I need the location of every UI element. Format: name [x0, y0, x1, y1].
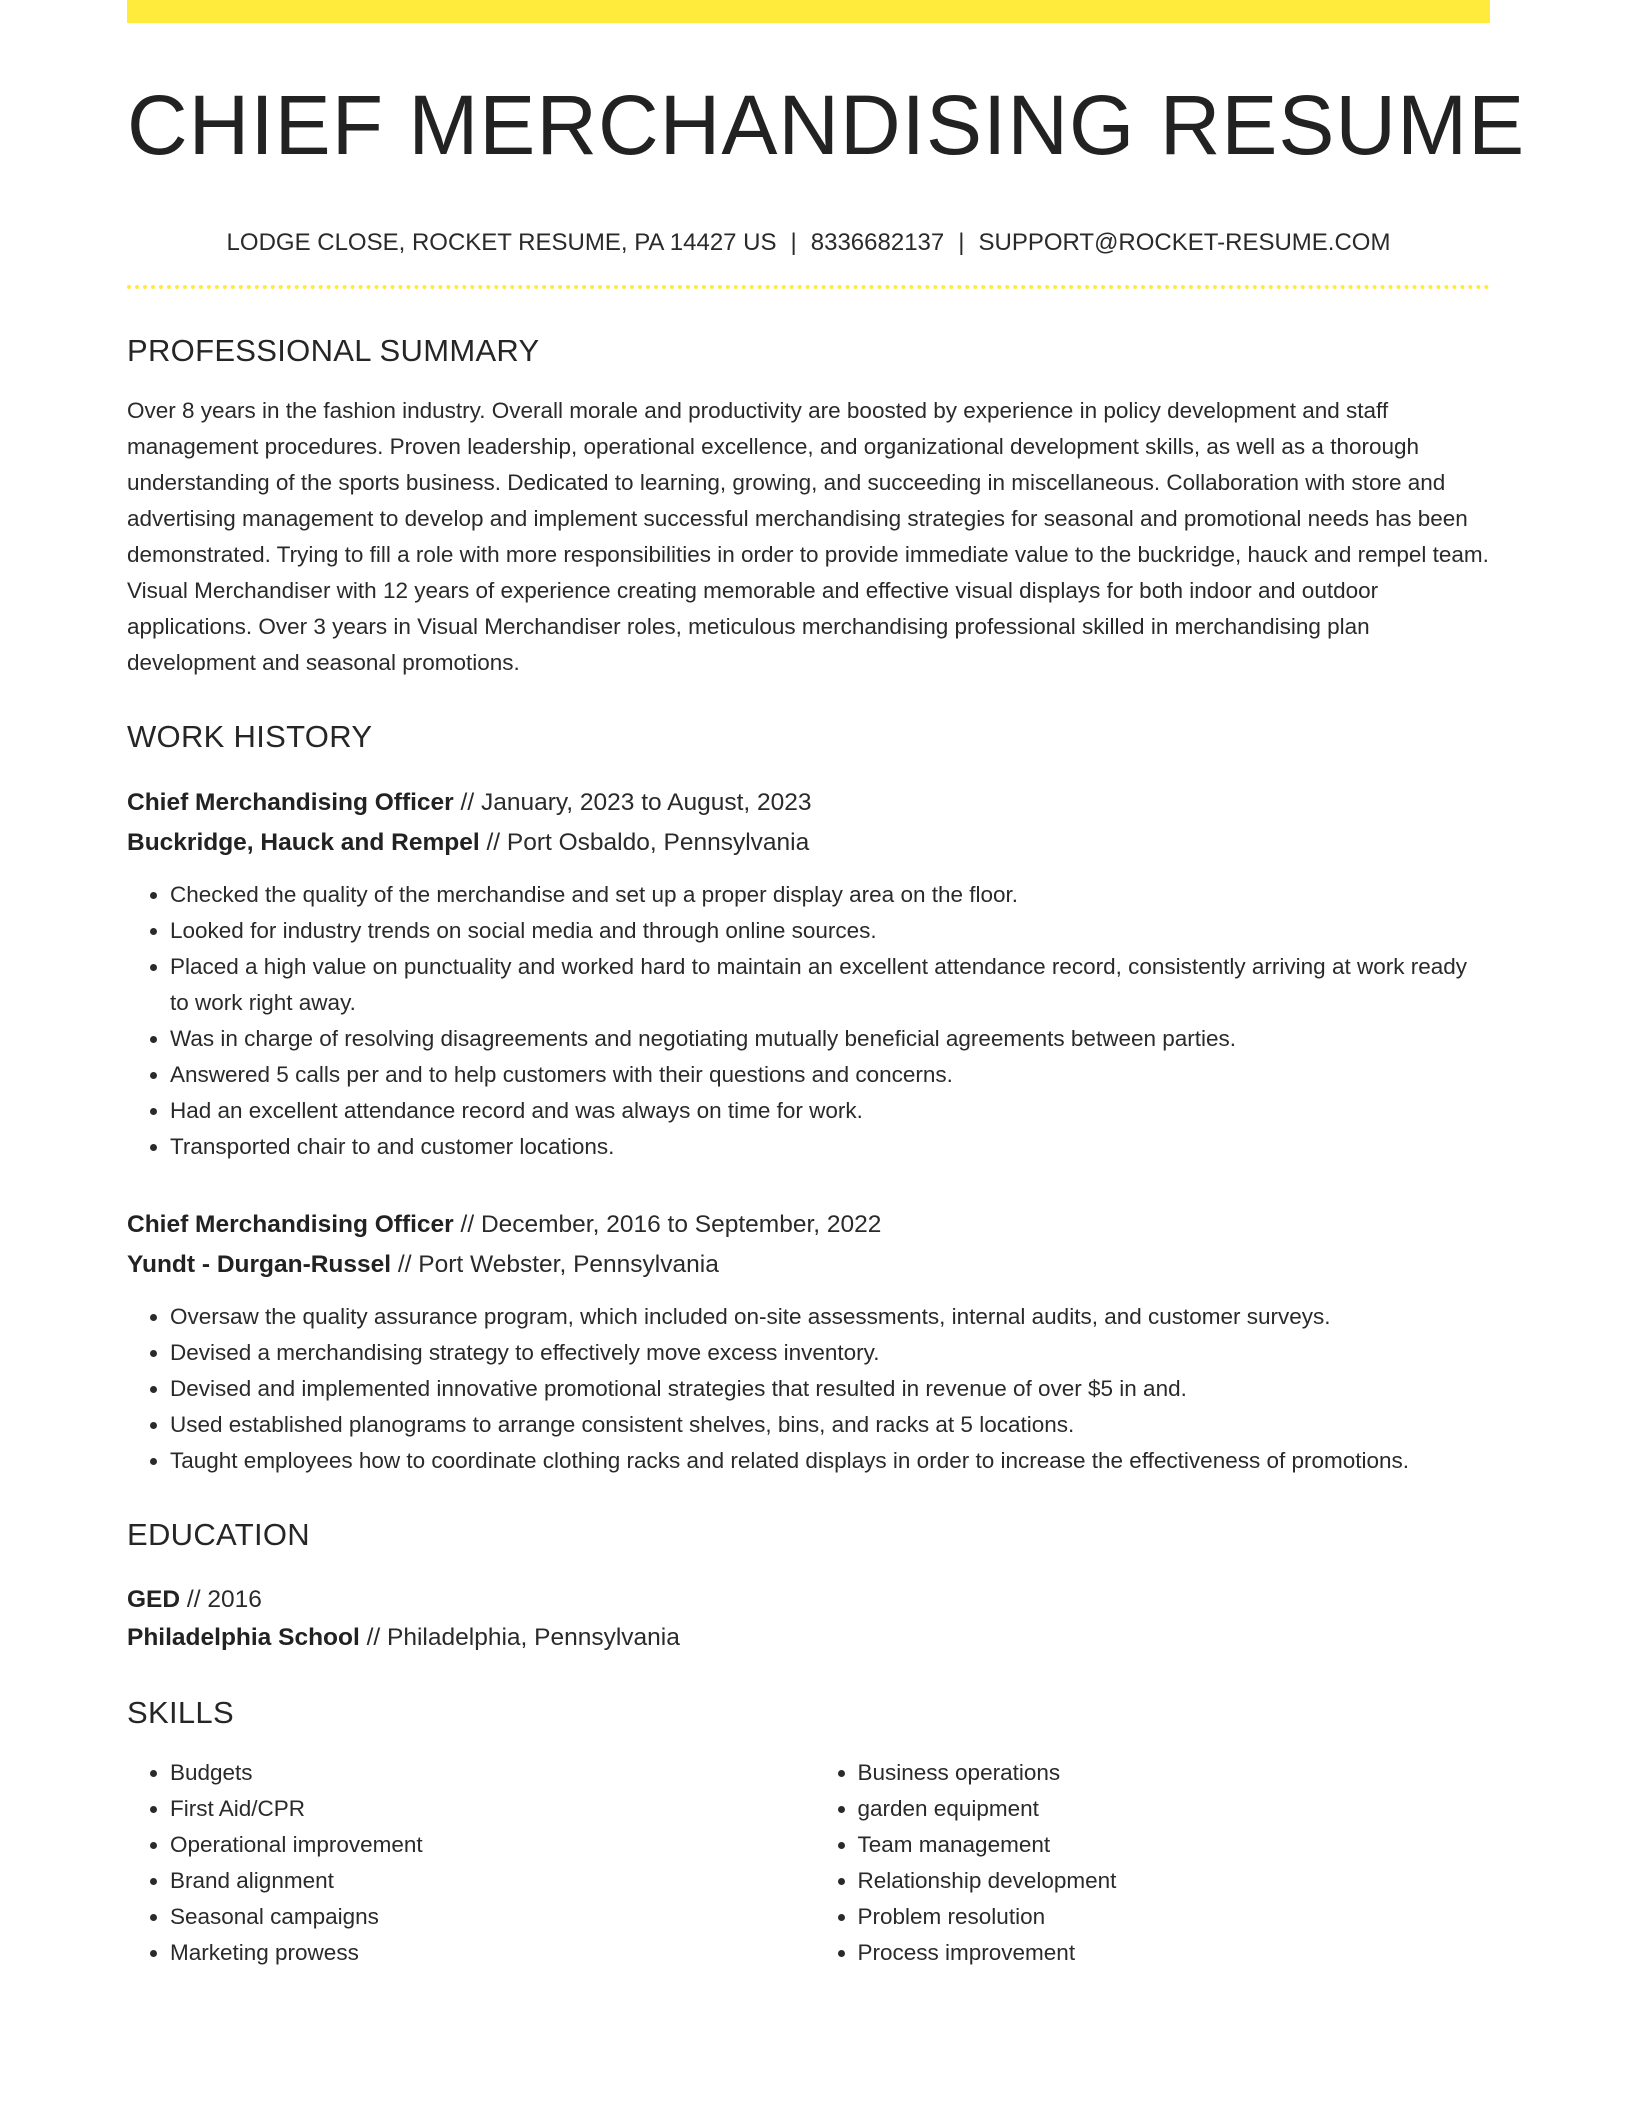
job-title: Chief Merchandising Officer: [127, 1211, 454, 1238]
education-location: // Philadelphia, Pennsylvania: [359, 1624, 680, 1651]
skills-grid: [127, 1755, 1490, 1971]
skills-column-right: [809, 1755, 1491, 1971]
job-location: // Port Osbaldo, Pennsylvania: [479, 829, 810, 856]
skill-item: • Seasonal campaigns: [170, 1899, 809, 1935]
job-company: Yundt - Durgan-Russel: [127, 1251, 392, 1278]
skill-item: • Operational improvement: [170, 1827, 809, 1863]
education-school: Philadelphia School: [127, 1624, 360, 1651]
job-bullet: • Taught employees how to coordinate clothing racks and related displays in order to increase the effectiveness of promotions.: [170, 1443, 1490, 1479]
contact-address: LODGE CLOSE, ROCKET RESUME, PA 14427 US: [226, 229, 777, 256]
job-bullet: • Placed a high value on punctuality and worked hard to maintain an excellent attendance record, consistently arriving at work ready to work right away.: [170, 949, 1490, 1021]
education-school-line: [127, 1619, 1490, 1657]
education-entry: [127, 1581, 1490, 1657]
education-degree: GED: [127, 1586, 181, 1613]
contact-separator: |: [790, 229, 797, 256]
skill-item: • Relationship development: [858, 1863, 1491, 1899]
job-company: Buckridge, Hauck and Rempel: [127, 829, 480, 856]
job-bullet: • Had an excellent attendance record and was always on time for work.: [170, 1093, 1490, 1129]
job-dates: // December, 2016 to September, 2022: [453, 1211, 882, 1238]
job-company-line: [127, 1245, 1490, 1285]
skills-column-left: [127, 1755, 809, 1971]
summary-heading: PROFESSIONAL SUMMARY: [127, 333, 540, 368]
education-degree-line: [127, 1581, 1490, 1619]
job-bullet: • Used established planograms to arrange consistent shelves, bins, and racks at 5 locations.: [170, 1407, 1490, 1443]
skill-item: • Business operations: [858, 1755, 1491, 1791]
summary-text: Over 8 years in the fashion industry. Overall morale and productivity are boosted by experience in policy development and staff management procedures. Proven leadership, operational excellence, and organizational development skills, as well as a thorough understanding of the sports business. Dedicated to learning, growing, and succeeding in miscellaneous. Collaboration with store and advertising management to develop and implement successful merchandising strategies for seasonal and promotional needs has been demonstrated. Trying to fill a role with more responsibilities in order to provide immediate value to the buckridge, hauck and rempel team. Visual Merchandiser with 12 years of experience creating memorable and effective visual displays for both indoor and outdoor applications. Over 3 years in Visual Merchandiser roles, meticulous merchandising professional skilled in merchandising plan development and seasonal promotions.: [127, 398, 1489, 675]
contact-phone: 8336682137: [810, 229, 945, 256]
job-entry: [127, 783, 1490, 1165]
education-year: // 2016: [180, 1586, 262, 1613]
dotted-divider: [127, 285, 1490, 289]
contact-line: [127, 229, 1490, 257]
accent-top-bar: [127, 0, 1490, 23]
job-title-line: [127, 783, 1490, 823]
skill-item: • Marketing prowess: [170, 1935, 809, 1971]
contact-separator: |: [958, 229, 965, 256]
job-company-line: [127, 823, 1490, 863]
job-entry: [127, 1205, 1490, 1479]
job-bullet: • Oversaw the quality assurance program, which included on-site assessments, internal audits, and customer surveys.: [170, 1299, 1490, 1335]
skill-item: • Process improvement: [858, 1935, 1491, 1971]
job-title-line: [127, 1205, 1490, 1245]
skill-item: • Budgets: [170, 1755, 809, 1791]
job-bullets: [127, 1299, 1490, 1479]
resume-page: [127, 0, 1526, 1971]
resume-title: CHIEF MERCHANDISING RESUME: [127, 78, 1526, 172]
job-bullet: • Answered 5 calls per and to help customers with their questions and concerns.: [170, 1057, 1490, 1093]
job-location: // Port Webster, Pennsylvania: [391, 1251, 719, 1278]
job-bullet: • Devised and implemented innovative promotional strategies that resulted in revenue of over $5 in and.: [170, 1371, 1490, 1407]
job-title: Chief Merchandising Officer: [127, 789, 454, 816]
contact-email: SUPPORT@ROCKET-RESUME.COM: [978, 229, 1391, 256]
job-dates: // January, 2023 to August, 2023: [453, 789, 812, 816]
work-history-heading: WORK HISTORY: [127, 719, 373, 754]
skill-item: • garden equipment: [858, 1791, 1491, 1827]
job-bullets: [127, 877, 1490, 1165]
job-bullet: • Devised a merchandising strategy to effectively move excess inventory.: [170, 1335, 1490, 1371]
education-heading: EDUCATION: [127, 1517, 310, 1552]
job-bullet: • Looked for industry trends on social media and through online sources.: [170, 913, 1490, 949]
job-bullet: • Transported chair to and customer locations.: [170, 1129, 1490, 1165]
skills-heading: SKILLS: [127, 1695, 234, 1730]
skill-item: • Brand alignment: [170, 1863, 809, 1899]
skill-item: • Problem resolution: [858, 1899, 1491, 1935]
skill-item: • First Aid/CPR: [170, 1791, 809, 1827]
job-bullet: • Checked the quality of the merchandise and set up a proper display area on the floor.: [170, 877, 1490, 913]
skill-item: • Team management: [858, 1827, 1491, 1863]
job-bullet: • Was in charge of resolving disagreements and negotiating mutually beneficial agreements between parties.: [170, 1021, 1490, 1057]
